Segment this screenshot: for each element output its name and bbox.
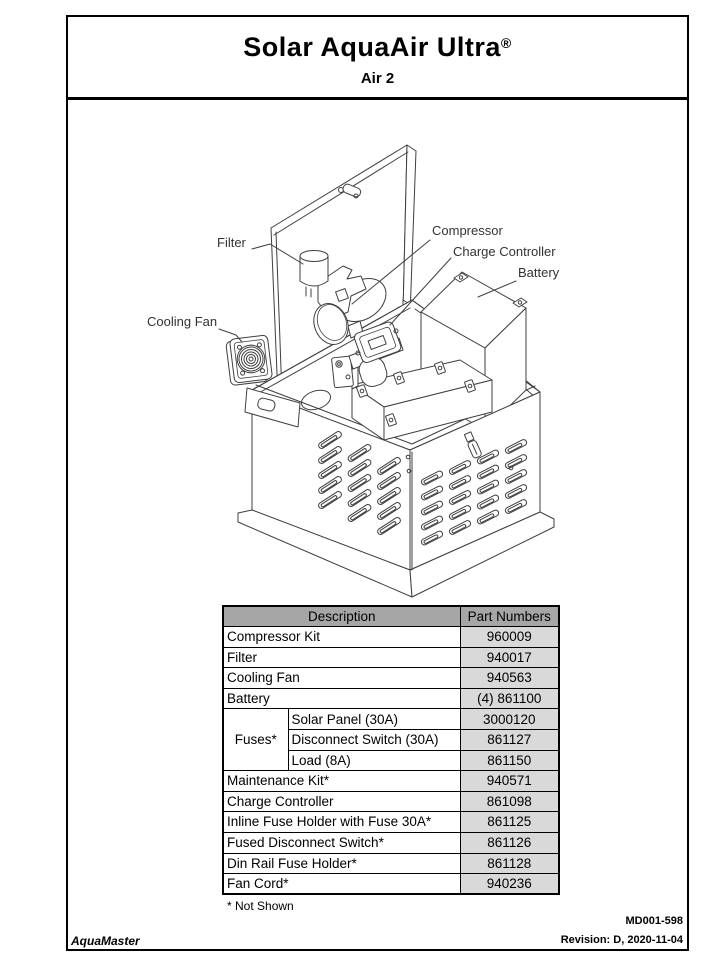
part-number-cell: (4) 861100 <box>460 688 559 709</box>
description-cell: Fused Disconnect Switch* <box>223 833 460 854</box>
description-cell: Filter <box>223 647 460 668</box>
description-cell: Load (8A) <box>288 750 460 771</box>
description-cell: Maintenance Kit* <box>223 771 460 792</box>
exploded-parts-diagram <box>68 100 691 606</box>
page-title <box>68 32 687 63</box>
part-number-cell: 940236 <box>460 874 559 895</box>
description-cell: Charge Controller <box>223 791 460 812</box>
registered-trademark: ® <box>500 35 512 51</box>
document-body <box>68 100 687 948</box>
brand-name: AquaMaster <box>71 934 140 948</box>
description-cell: Inline Fuse Holder with Fuse 30A* <box>223 812 460 833</box>
description-cell: Disconnect Switch (30A) <box>288 730 460 751</box>
part-number-cell: 861098 <box>460 791 559 812</box>
document-number: MD001-598 <box>625 915 683 927</box>
part-number-cell: 861150 <box>460 750 559 771</box>
table-row <box>223 668 559 689</box>
description-header: Description <box>223 606 460 627</box>
page-subtitle: Air 2 <box>360 70 395 87</box>
table-row <box>223 791 559 812</box>
part-number-cell: 861125 <box>460 812 559 833</box>
part-number-cell: 861126 <box>460 833 559 854</box>
description-cell: Din Rail Fuse Holder* <box>223 853 460 874</box>
part-number-cell: 861128 <box>460 853 559 874</box>
cooling-fan-label: Cooling Fan <box>147 314 218 329</box>
table-row <box>223 874 559 895</box>
part-number-cell: 940563 <box>460 668 559 689</box>
description-cell: Fan Cord* <box>223 874 460 895</box>
table-footnote: * Not Shown <box>227 899 294 913</box>
title-block <box>68 17 687 100</box>
battery-label: Battery <box>518 265 560 280</box>
part-number-cell: 940017 <box>460 647 559 668</box>
description-cell: Solar Panel (30A) <box>288 709 460 730</box>
table-row <box>223 709 559 730</box>
product-name: Solar AquaAir Ultra <box>243 32 501 62</box>
fuses-group-cell: Fuses* <box>223 709 288 771</box>
cooling-fan-drawing <box>225 335 272 386</box>
table-header-row <box>223 606 559 627</box>
filter-label: Filter <box>217 235 246 250</box>
table-row <box>223 771 559 792</box>
table-row <box>223 688 559 709</box>
description-cell: Cooling Fan <box>223 668 460 689</box>
charge-controller-label: Charge Controller <box>453 244 556 259</box>
part-number-cell: 940571 <box>460 771 559 792</box>
revision-text: Revision: D, 2020-11-04 <box>560 934 683 946</box>
table-row <box>223 627 559 648</box>
table-row <box>223 833 559 854</box>
parts-table <box>222 605 560 895</box>
description-cell: Battery <box>223 688 460 709</box>
description-cell: Compressor Kit <box>223 627 460 648</box>
table-row <box>223 812 559 833</box>
part-number-cell: 3000120 <box>460 709 559 730</box>
part-number-cell: 960009 <box>460 627 559 648</box>
compressor-label: Compressor <box>432 223 503 238</box>
table-row <box>223 853 559 874</box>
part-number-cell: 861127 <box>460 730 559 751</box>
table-row <box>223 647 559 668</box>
part-numbers-header: Part Numbers <box>460 606 559 627</box>
document-frame <box>66 15 689 951</box>
